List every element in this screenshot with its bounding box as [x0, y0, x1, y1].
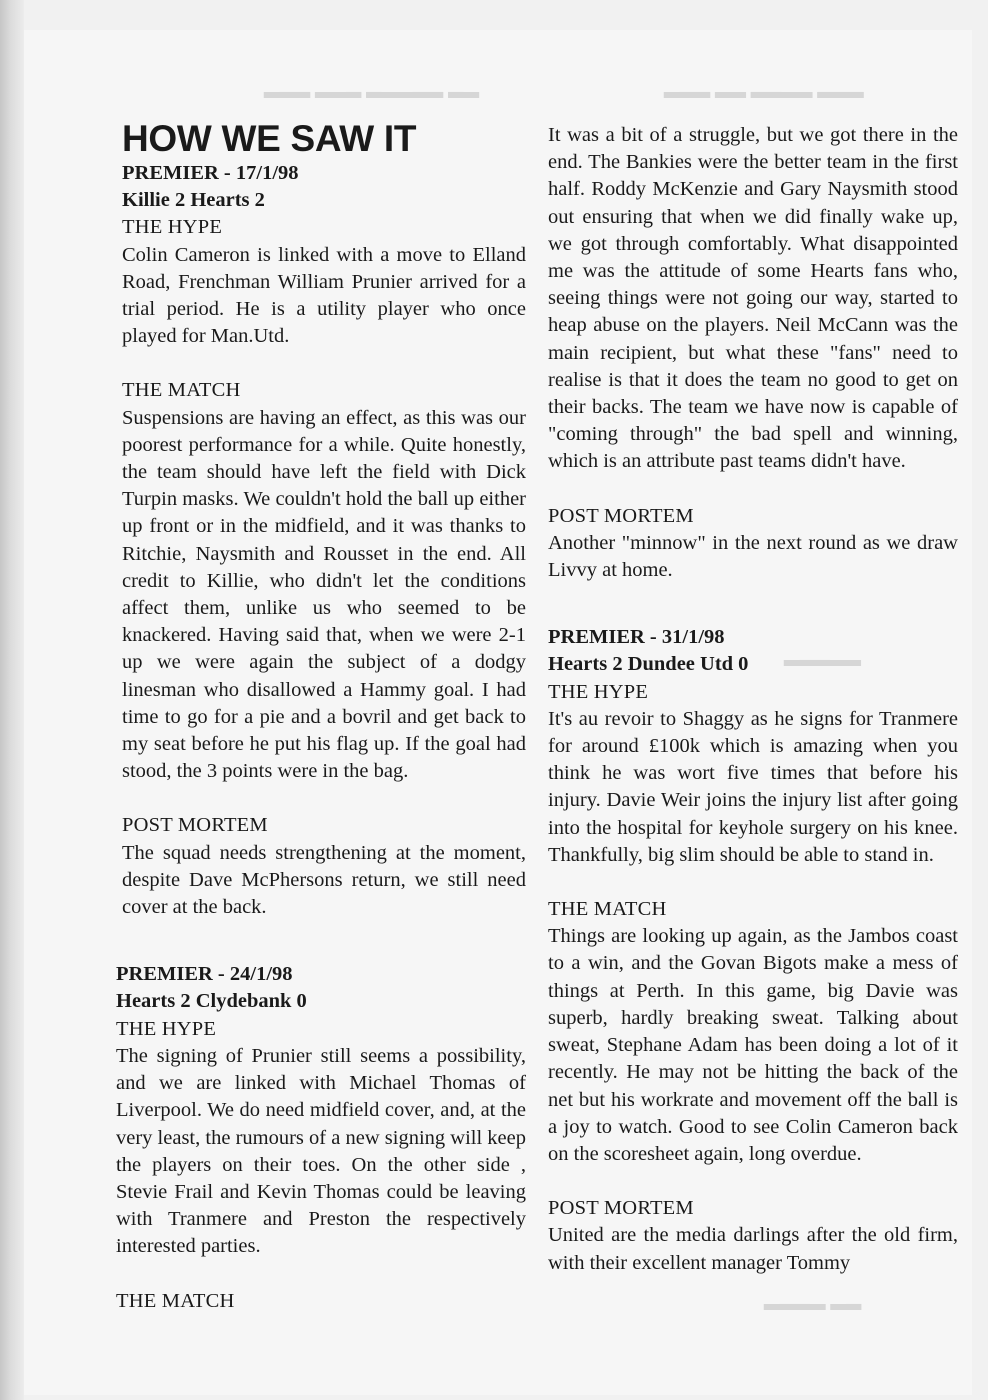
match-text: It was a bit of a struggle, but we got there in the end. The Bankies were the better team in the first half. Roddy McKenzie and Gary Naysmith stood out ensuring that when we did finally wake up, we got through comfortably. What disappointed me was the attitude of some Hearts fans who, seeing things were not going our way, started to heap abuse on the players. Neil McCann was the main recipient, but what these "fans" need to realise is that it does the team no good to get on their backs. The team we have now is capable of "coming through" the bad spell and winning, which is an attribute past teams didn't have. [548, 124, 958, 473]
hype-label: THE HYPE [548, 680, 649, 703]
magazine-page [24, 30, 972, 1395]
hype-text: The signing of Prunier still seems a possibility, and we are linked with Michael Thomas of Liverpool. We do need midfield cover, and, at the very least, the rumours of a new signing will keep the players on their toes. On the other side , Stevie Frail and Kevin Thomas could be leaving with Tranmere and Preston the respectively interested parties. [116, 1044, 526, 1258]
page-spine [0, 0, 24, 1400]
hype-label: THE HYPE [122, 216, 223, 239]
hype-text: Colin Cameron is linked with a move to Elland Road, Frenchman William Prunier arrived for a trial period. He is a utility player who once played for Man.Utd. [122, 243, 526, 348]
match-heading: PREMIER - 17/1/98 [122, 162, 299, 184]
post-mortem-label: POST MORTEM [548, 504, 694, 527]
match-text: Suspensions are having an effect, as this was our poorest performance for a while. Quite honestly, the team should have left the field with Dick Turpin masks. We couldn't hold the ball up either up front or in the midfield, and it was thanks to Ritchie, Naysmith and Rousset in the end. All credit to Killie, who didn't let the conditions affect them, unlike us who seemed to be knackered. Having said that, when we were 2-1 up we were again the subject of a dodgy linesman who disallowed a Hammy goal. I had time to go for a pie and a bovril and get back to my seat before he put his flag up. If the goal had stood, the 3 points were in the bag. [122, 406, 526, 783]
match-report-1 [116, 160, 526, 921]
bleed-through-texture: ▂▂▂ ▂▂ ▂▂▂▂ ▂▂▂ [664, 76, 864, 98]
post-mortem-text: Another "minnow" in the next round as we draw Livvy at home. [548, 531, 958, 582]
hype-text: It's au revoir to Shaggy as he signs for Tranmere for around £100k which is amazing when you think he was wort five times that before his injury. Davie Weir joins the injury list after going into the hospital for keyhole surgery on his knee. Thankfully, big slim should be able to stand in. [548, 707, 958, 866]
page-title: HOW WE SAW IT [122, 118, 417, 159]
right-column [548, 122, 958, 1277]
match-report-3 [548, 624, 958, 1276]
match-report-2 [116, 961, 526, 1314]
post-mortem-text: United are the media darlings after the old firm, with their excellent manager Tommy [548, 1224, 958, 1274]
bleed-through-texture: ▂▂▂ ▂▂▂ ▂▂▂▂▂ ▂▂ [264, 76, 479, 98]
left-column [116, 118, 526, 1315]
post-mortem-label: POST MORTEM [548, 1197, 694, 1220]
match-result: Killie 2 Hearts 2 [122, 189, 265, 212]
match-result: Hearts 2 Dundee Utd 0 [548, 653, 749, 676]
bleed-through-texture: ▂▂▂▂▂ [784, 644, 861, 666]
match-label: THE MATCH [548, 898, 667, 921]
match-label: THE MATCH [122, 379, 241, 402]
post-mortem-label: POST MORTEM [122, 814, 268, 837]
match-heading: PREMIER - 24/1/98 [116, 963, 293, 986]
hype-label: THE HYPE [116, 1017, 217, 1040]
match-label: THE MATCH [116, 1289, 235, 1312]
post-mortem-text: The squad needs strengthening at the moment, despite Dave McPhersons return, we still need cover at the back. [122, 841, 526, 919]
match-heading: PREMIER - 31/1/98 [548, 626, 725, 649]
match-text: Things are looking up again, as the Jambos coast to a win, and the Govan Bigots make a mess of things at Perth. In this game, big Davie was superb, hardly breaking sweat. Talking about sweat, Stephane Adam has been doing a lot of it recently. He may not be hitting the back of the net but his workrate and movement off the ball is a joy to watch. Good to see Colin Cameron back on the scoresheet again, long overdue. [548, 925, 958, 1165]
bleed-through-texture: ▂▂▂▂ ▂▂ [764, 1288, 862, 1310]
match-report-2-continued [548, 122, 958, 584]
match-result: Hearts 2 Clydebank 0 [116, 990, 307, 1013]
